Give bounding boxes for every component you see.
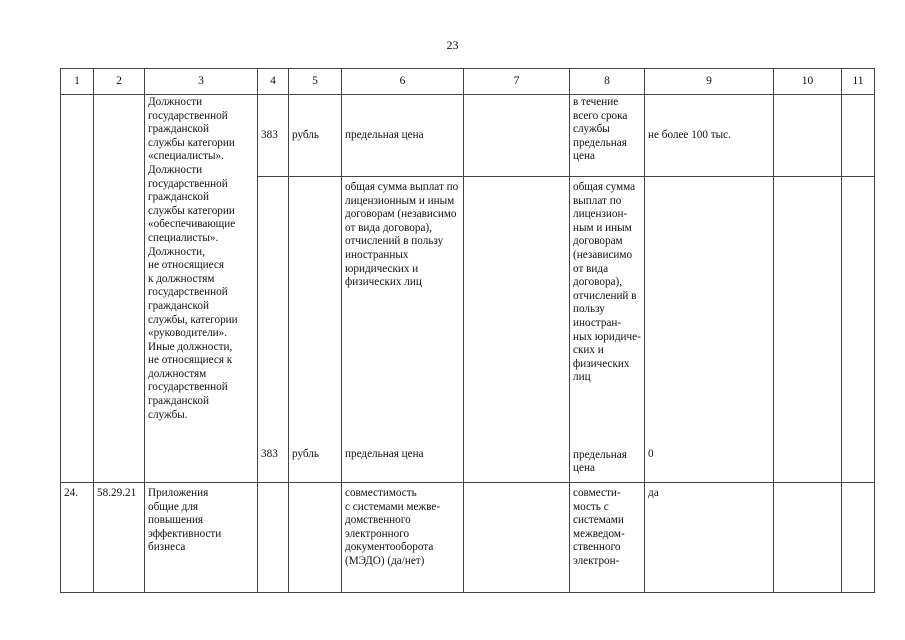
- cell-characteristic: совместимость с системами межве- домственного электронного документооборота (МЭДО) (да/нет): [342, 483, 464, 593]
- cell-characteristic: предельная цена: [342, 95, 464, 177]
- cell-value: 0: [645, 177, 774, 483]
- cell-value: не более 100 тыс.: [645, 95, 774, 177]
- cell-col7: [464, 95, 570, 177]
- cell-col11: [842, 177, 875, 483]
- column-header: 10: [774, 69, 842, 95]
- requirements-table: [60, 68, 875, 593]
- cell-okpd-code: 58.29.21: [94, 483, 145, 593]
- table-header-row: [61, 69, 875, 95]
- cell-number: 24.: [61, 483, 94, 593]
- cell-col11: [842, 95, 875, 177]
- cell-okpd-code: [94, 95, 145, 483]
- table-row: [61, 95, 875, 177]
- cell-col7: [464, 177, 570, 483]
- cell-characteristic-detail: совмести- мость с системами межведом- ственного электрон-: [570, 483, 645, 593]
- cell-unit-name: рубль: [289, 95, 342, 177]
- cell-positions: Должности государственной гражданской службы категории «специалисты». Должности государственной гражданской службы категории «обеспечивающие специалисты». Должности, не относящиеся к должностям государственной гражданской службы, категории «руководители». Иные должности, не относящиеся к должностям государственной гражданской службы.: [145, 95, 258, 483]
- column-header: 11: [842, 69, 875, 95]
- column-header: 6: [342, 69, 464, 95]
- column-header: 4: [258, 69, 289, 95]
- column-header: 5: [289, 69, 342, 95]
- cell-unit-name: [289, 483, 342, 593]
- cell-number: [61, 95, 94, 483]
- cell-positions: Приложения общие для повышения эффективности бизнеса: [145, 483, 258, 593]
- column-header: 8: [570, 69, 645, 95]
- cell-unit-code: [258, 483, 289, 593]
- characteristic-price-limit: предельная цена: [345, 448, 424, 461]
- column-header: 7: [464, 69, 570, 95]
- column-header: 1: [61, 69, 94, 95]
- cell-col10: [774, 483, 842, 593]
- cell-unit-code: 383: [258, 177, 289, 483]
- cell-characteristic-detail: в течение всего срока службы предельная цена: [570, 95, 645, 177]
- cell-unit-name: рубль: [289, 177, 342, 483]
- detail-price-limit: предельная цена: [573, 448, 627, 475]
- cell-col7: [464, 483, 570, 593]
- detail-total-payments: общая сумма выплат по лицензион- ным и иным договорам (независимо от вида договора), отчислений в пользу иностран- ных юридиче- ских и физических лиц: [573, 181, 641, 384]
- cell-col11: [842, 483, 875, 593]
- cell-value: да: [645, 483, 774, 593]
- column-header: 2: [94, 69, 145, 95]
- column-header: 3: [145, 69, 258, 95]
- page-number: 23: [446, 38, 459, 52]
- table-row: [61, 483, 875, 593]
- cell-col10: [774, 177, 842, 483]
- characteristic-total-payments: общая сумма выплат по лицензионным и иным договорам (независимо от вида договора), отчислений в пользу иностранных юридических и физических лиц: [345, 181, 459, 289]
- column-header: 9: [645, 69, 774, 95]
- cell-col10: [774, 95, 842, 177]
- cell-unit-code: 383: [258, 95, 289, 177]
- cell-characteristic: [342, 177, 464, 483]
- cell-characteristic-detail: [570, 177, 645, 483]
